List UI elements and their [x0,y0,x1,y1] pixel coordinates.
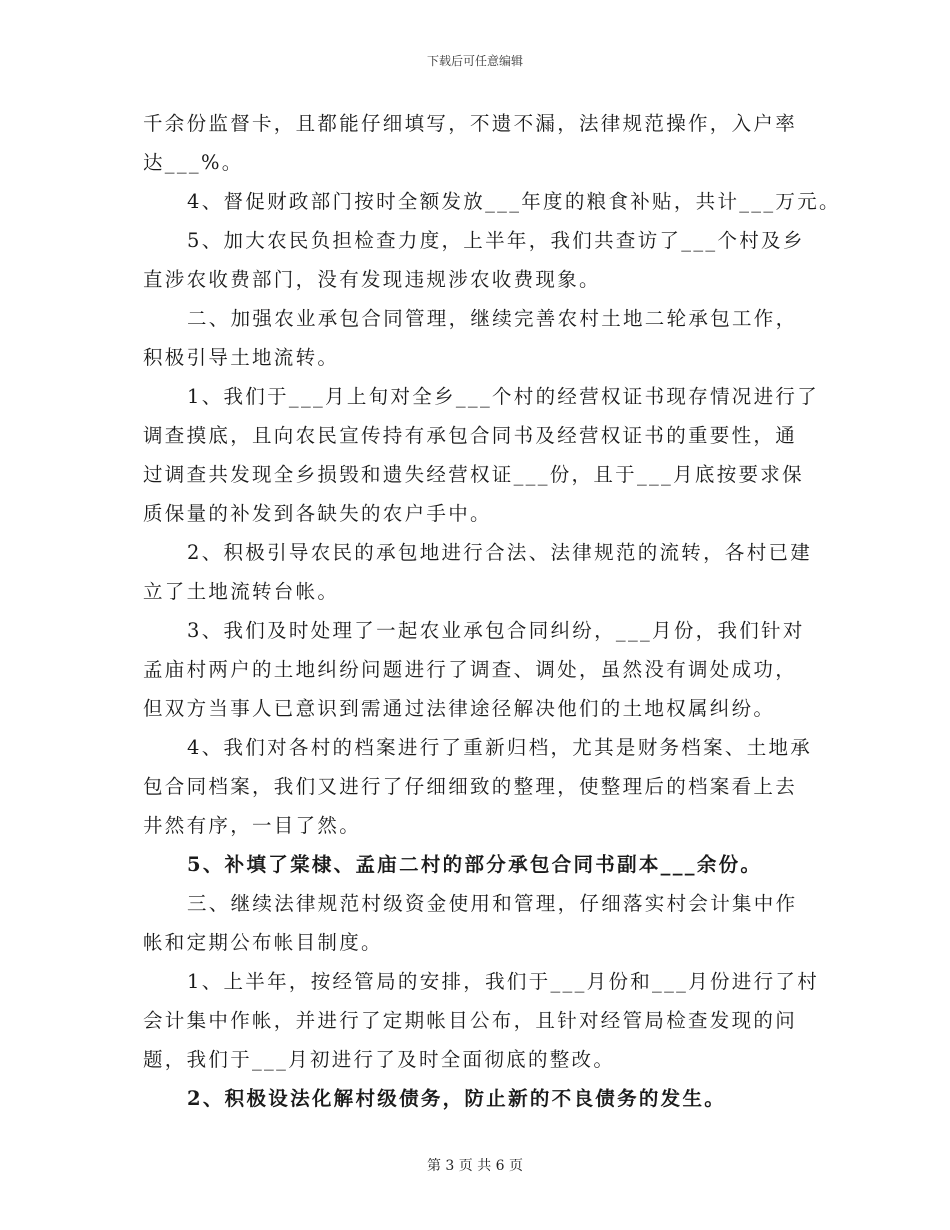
document-body [143,104,841,1118]
text-line: 题，我们于___月初进行了及时全面彻底的整改。 [143,1048,616,1071]
text-line: 质保量的补发到各缺失的农户手中。 [143,502,492,525]
text-line: 积极引导土地流转。 [143,346,340,369]
text-line: 达___%。 [143,151,244,174]
text-line: 立了土地流转台帐。 [143,580,340,603]
text-line: 3、我们及时处理了一起农业承包合同纠纷，___月份，我们针对 [187,619,805,642]
text-line: 1、上半年，按经管局的安排，我们于___月份和___月份进行了村 [187,970,820,993]
text-line: 三、继续法律规范村级资金使用和管理，仔细落实村会计集中作 [187,892,798,915]
text-line: 2、积极设法化解村级债务，防止新的不良债务的发生。 [187,1087,727,1110]
text-line: 孟庙村两户的土地纠纷问题进行了调查、调处，虽然没有调处成功， [143,658,798,681]
text-line: 千余份监督卡，且都能仔细填写，不遗不漏，法律规范操作，入户率 [143,112,798,135]
text-line: 5、补填了棠棣、孟庙二村的部分承包合同书副本___余份。 [187,853,763,876]
text-line: 帐和定期公布帐目制度。 [143,931,383,954]
page-footer: 第 3 页 共 6 页 [426,1158,524,1174]
text-line: 过调查共发现全乡损毁和遗失经营权证___份，且于___月底按要求保 [143,463,804,486]
text-line: 二、加强农业承包合同管理，继续完善农村土地二轮承包工作， [187,307,798,330]
text-line: 2、积极引导农民的承包地进行合法、法律规范的流转，各村已建 [187,541,813,564]
text-line: 包合同档案，我们又进行了仔细细致的整理，使整理后的档案看上去 [143,775,798,798]
text-line: 直涉农收费部门，没有发现违规涉农收费现象。 [143,268,601,291]
text-line: 4、我们对各村的档案进行了重新归档，尤其是财务档案、土地承 [187,736,813,759]
text-line: 5、加大农民负担检查力度，上半年，我们共查访了___个村及乡 [187,229,805,252]
page-header: 下载后可任意编辑 [426,54,523,68]
text-line: 井然有序，一目了然。 [143,814,362,837]
text-line: 但双方当事人已意识到需通过法律途径解决他们的土地权属纠纷。 [143,697,776,720]
text-line: 4、督促财政部门按时全额发放___年度的粮食补贴，共计___万元。 [187,190,841,213]
text-line: 1、我们于___月上旬对全乡___个村的经营权证书现存情况进行了 [187,385,820,408]
text-line: 会计集中作帐，并进行了定期帐目公布，且针对经管局检查发现的问 [143,1009,798,1032]
text-line: 调查摸底，且向农民宣传持有承包合同书及经营权证书的重要性，通 [143,424,798,447]
